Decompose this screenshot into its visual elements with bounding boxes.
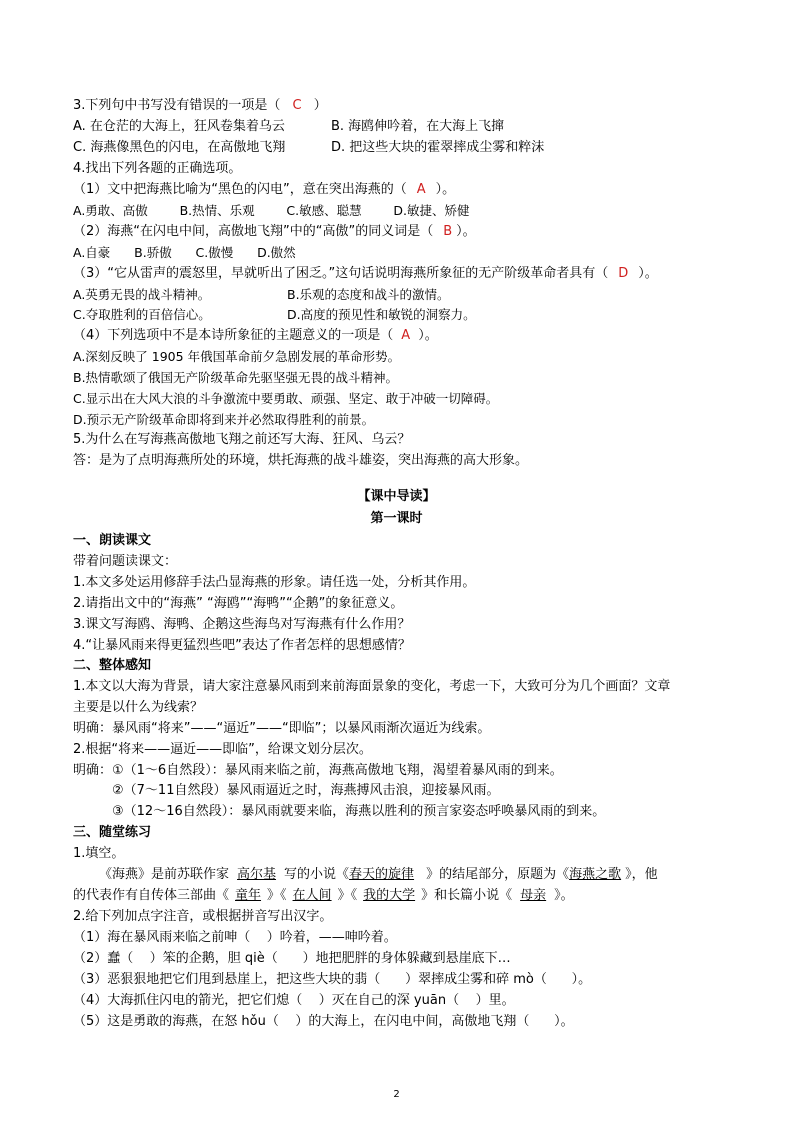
session-title: 第一课时 (370, 511, 423, 526)
q4-sub3-option-b: B.乐观的态度和战斗的激情。 (287, 287, 450, 302)
section-title: 【课中导读】 (357, 489, 436, 504)
q4-sub3-option-c: C.夺取胜利的百倍信心。 (73, 307, 211, 322)
part3-pinyin-1: （1）海在暴风雨来临之前呻（ ）吟着，——呻吟着。 (73, 930, 397, 945)
q4-sub1-options: A.勇敢、高傲 B.热情、乐观 C.敏感、聪慧 D.敏捷、矫健 (73, 203, 470, 218)
part2-q1-line1: 1.本文以大海为背景，请大家注意暴风雨到来前海面景象的变化，考虑一下，大致可分为几个画面？文章 (73, 679, 671, 694)
q3-option-a: A. 在仓茫的大海上，狂风卷集着乌云 (73, 119, 285, 134)
q4-sub4-option-d: D.预示无产阶级革命即将到来并必然取得胜利的前景。 (73, 412, 375, 427)
fill-my-universities: 我的大学 (363, 888, 416, 903)
q4-sub2-options: A.自豪 B.骄傲 C.傲慢 D.傲然 (73, 245, 296, 260)
q4-sub3-option-a: A.英勇无畏的战斗精神。 (73, 287, 211, 302)
page-number: 2 (393, 1089, 400, 1100)
part2-q1-line2: 主要是以什么为线索？ (73, 700, 204, 715)
q4-sub4-option-b: B.热情歌颂了俄国无产阶级革命先驱坚强无畏的战斗精神。 (73, 370, 399, 385)
part2-a1: 明确：暴风雨“将来”——“逼近”——“即临”；以暴风雨渐次逼近为线索。 (73, 721, 491, 736)
fill-childhood: 童年 (235, 888, 262, 903)
q3-options-row1 (73, 118, 285, 136)
part1-q2: 2.请指出文中的“海燕” “海鸥”“海鸭”“企鹅”的象征意义。 (73, 596, 404, 611)
part3-pinyin-5: （5）这是勇敢的海燕，在怒 hǒu（ ）的大海上，在闪电中间，高傲地飞翔（ ）。 (73, 1014, 574, 1029)
part1-q3: 3.课文写海鸥、海鸭、企鹅这些海鸟对写海燕有什么作用？ (73, 617, 411, 632)
q4-sub2: （2）海燕“在闪电中间，高傲地飞翔”中的“高傲”的同义词是（ B ）。 (73, 224, 476, 239)
part3-pinyin-title: 2.给下列加点字注音，或根据拼音写出汉字。 (73, 909, 333, 924)
q4-title: 4.找出下列各题的正确选项。 (73, 161, 242, 176)
q5-answer: 答：是为了点明海燕所处的环境，烘托海燕的战斗雄姿，突出海燕的高大形象。 (73, 453, 529, 468)
q3-answer: C (292, 98, 302, 113)
q4-sub1: （1）文中把海燕比喻为“黑色的闪电”，意在突出海燕的（ A ）。 (73, 182, 456, 197)
fill-original-title: 海燕之歌 (569, 867, 622, 882)
part3-pinyin-4: （4）大海抓住闪电的箭光，把它们熄（ ）灭在自己的深 yuān（ ）里。 (73, 993, 515, 1008)
q3-stem: 3.下列句中书写没有错误的一项是（ C ） (73, 98, 327, 113)
fill-mother: 母亲 (520, 888, 547, 903)
part1-q4: 4.“让暴风雨来得更猛烈些吧”表达了作者怎样的思想感情？ (73, 638, 411, 653)
q4-sub2-answer: B (443, 224, 453, 239)
q4-sub3: （3）“它从雷声的震怒里，早就听出了困乏。”这句话说明海燕所象征的无产阶级革命者具有（ D ）。 (73, 266, 658, 281)
fill-in-the-world: 在人间 (292, 888, 332, 903)
part3-pinyin-3: （3）恶狠狠地把它们甩到悬崖上，把这些大块的翡（ ）翠摔成尘雾和碎 mò（ ）。 (73, 972, 592, 987)
part3-pinyin-2: （2）蠢（ ）笨的企鹅，胆 qiè（ ）地把肥胖的身体躲藏到悬崖底下… (73, 951, 511, 966)
q4-sub3-option-d: D.高度的预见性和敏锐的洞察力。 (287, 307, 476, 322)
part1-q1: 1.本文多处运用修辞手法凸显海燕的形象。请任选一处，分析其作用。 (73, 575, 476, 590)
q4-sub3-answer: D (618, 266, 629, 281)
part2-q2: 2.根据“将来——逼近——即临”，给课文划分层次。 (73, 742, 372, 757)
q4-sub4: （4）下列选项中不是本诗所象征的主题意义的一项是（ A ）。 (73, 328, 438, 343)
part2-a2-3: ③（12～16自然段）：暴风雨就要来临，海燕以胜利的预言家姿态呼唤暴风雨的到来。 (112, 804, 606, 819)
q4-sub4-answer: A (401, 328, 411, 343)
q3-option-b: B. 海鸥伸吟着，在大海上飞撺 (331, 119, 505, 134)
part3-heading: 三、随堂练习 (73, 825, 152, 840)
part2-heading: 二、整体感知 (73, 658, 152, 673)
fill-novel: 春天的旋律 (349, 867, 415, 882)
q3-option-d: D. 把这些大块的霍翠摔成尘雾和粹沫 (331, 140, 545, 155)
part1-heading: 一、朗读课文 (73, 533, 152, 548)
q4-sub1-answer: A (416, 182, 426, 197)
part2-a2-2: ②（7～11自然段）暴风雨逼近之时，海燕搏风击浪，迎接暴风雨。 (112, 783, 500, 798)
q4-sub4-option-a: A.深刻反映了 1905 年俄国革命前夕急剧发展的革命形势。 (73, 349, 401, 364)
q5-question: 5.为什么在写海燕高傲地飞翔之前还写大海、狂风、乌云？ (73, 432, 411, 447)
part3-fill-line1: 《海燕》是前苏联作家 高尔基 写的小说《春天的旋律 》的结尾部分，原题为《海燕之歌 》，他 (99, 867, 658, 882)
q3-option-c: C. 海燕像黑色的闪电，在高傲地飞翔 (73, 140, 286, 155)
fill-author: 高尔基 (237, 867, 277, 882)
q4-sub4-option-c: C.显示出在大风大浪的斗争激流中要勇敢、顽强、坚定、敢于冲破一切障碍。 (73, 391, 499, 406)
part2-a2-1: 明确：①（1～6自然段）：暴风雨来临之前，海燕高傲地飞翔，渴望着暴风雨的到来。 (73, 763, 563, 778)
part1-intro: 带着问题读课文： (73, 554, 178, 569)
part3-fill-line2: 的代表作有自传体三部曲《 童年 》《 在人间 》《 我的大学 》和长篇小说《 母亲 》。 (73, 888, 574, 903)
part3-fill-title: 1.填空。 (73, 846, 125, 861)
